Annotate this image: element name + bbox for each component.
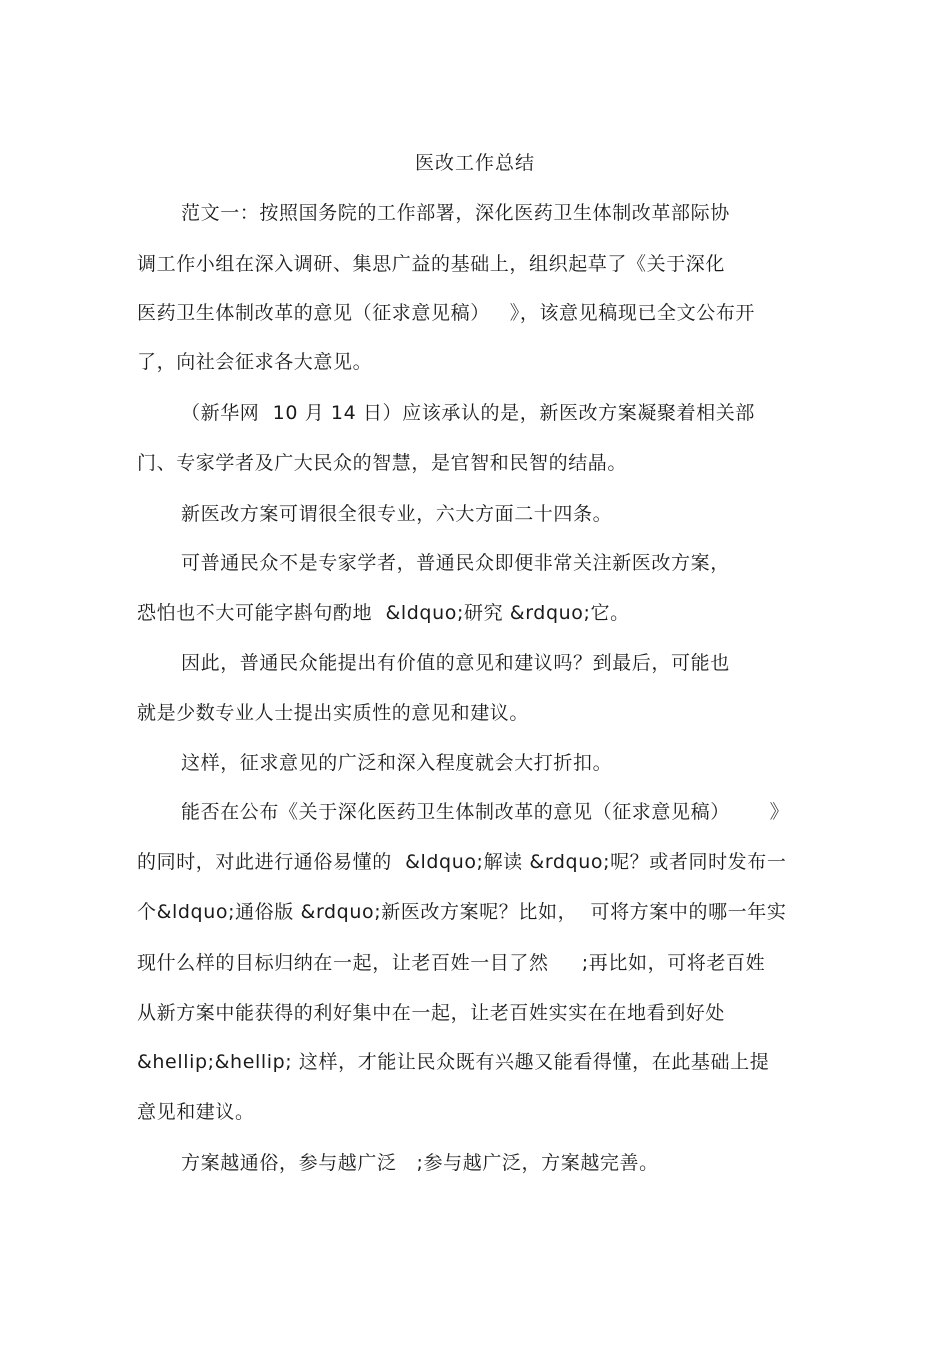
paragraph-line: &hellip;&hellip; 这样，才能让民众既有兴趣又能看得懂，在此基础上提 [137,1051,770,1073]
paragraph-line: 可普通民众不是专家学者，普通民众即便非常关注新医改方案， [181,552,730,574]
paragraph-line: 了，向社会征求各大意见。 [137,351,373,373]
paragraph-line: 现什么样的目标归纳在一起，让老百姓一目了然 ;再比如，可将老百姓 [137,952,766,974]
paragraph-line: 这样，征求意见的广泛和深入程度就会大打折扣。 [181,752,613,774]
paragraph-line: 范文一：按照国务院的工作部署，深化医药卫生体制改革部际协 [181,202,730,224]
paragraph-line: 新医改方案可谓很全很专业，六大方面二十四条。 [181,503,613,525]
paragraph-line: 个&ldquo;通俗版 &rdquo;新医改方案呢？比如， 可将方案中的哪一年实 [137,901,787,923]
paragraph-line: 就是少数专业人士提出实质性的意见和建议。 [137,702,530,724]
paragraph-line: 从新方案中能获得的利好集中在一起，让老百姓实实在在地看到好处 [137,1002,726,1024]
paragraph-line: 医药卫生体制改革的意见（征求意见稿） 》，该意见稿现已全文公布开 [137,302,756,324]
paragraph-line: 意见和建议。 [137,1101,255,1123]
paragraph-line: 门、专家学者及广大民众的智慧，是官智和民智的结晶。 [137,452,628,474]
paragraph-line: 的同时，对此进行通俗易懂的 &ldquo;解读 &rdquo;呢？或者同时发布一 [137,851,787,873]
paragraph-line: 恐怕也不大可能字斟句酌地 &ldquo;研究 &rdquo;它。 [137,602,630,624]
paragraph-line: 调工作小组在深入调研、集思广益的基础上，组织起草了《关于深化 [137,253,726,275]
document-title: 医改工作总结 [414,152,535,174]
paragraph-line: 能否在公布《关于深化医药卫生体制改革的意见（征求意见稿） 》 [181,801,790,823]
paragraph-line: （新华网 10 月 14 日）应该承认的是，新医改方案凝聚着相关部 [181,402,755,424]
paragraph-line: 因此，普通民众能提出有价值的意见和建议吗？到最后，可能也 [181,652,730,674]
paragraph-line: 方案越通俗，参与越广泛 ;参与越广泛，方案越完善。 [181,1152,659,1174]
